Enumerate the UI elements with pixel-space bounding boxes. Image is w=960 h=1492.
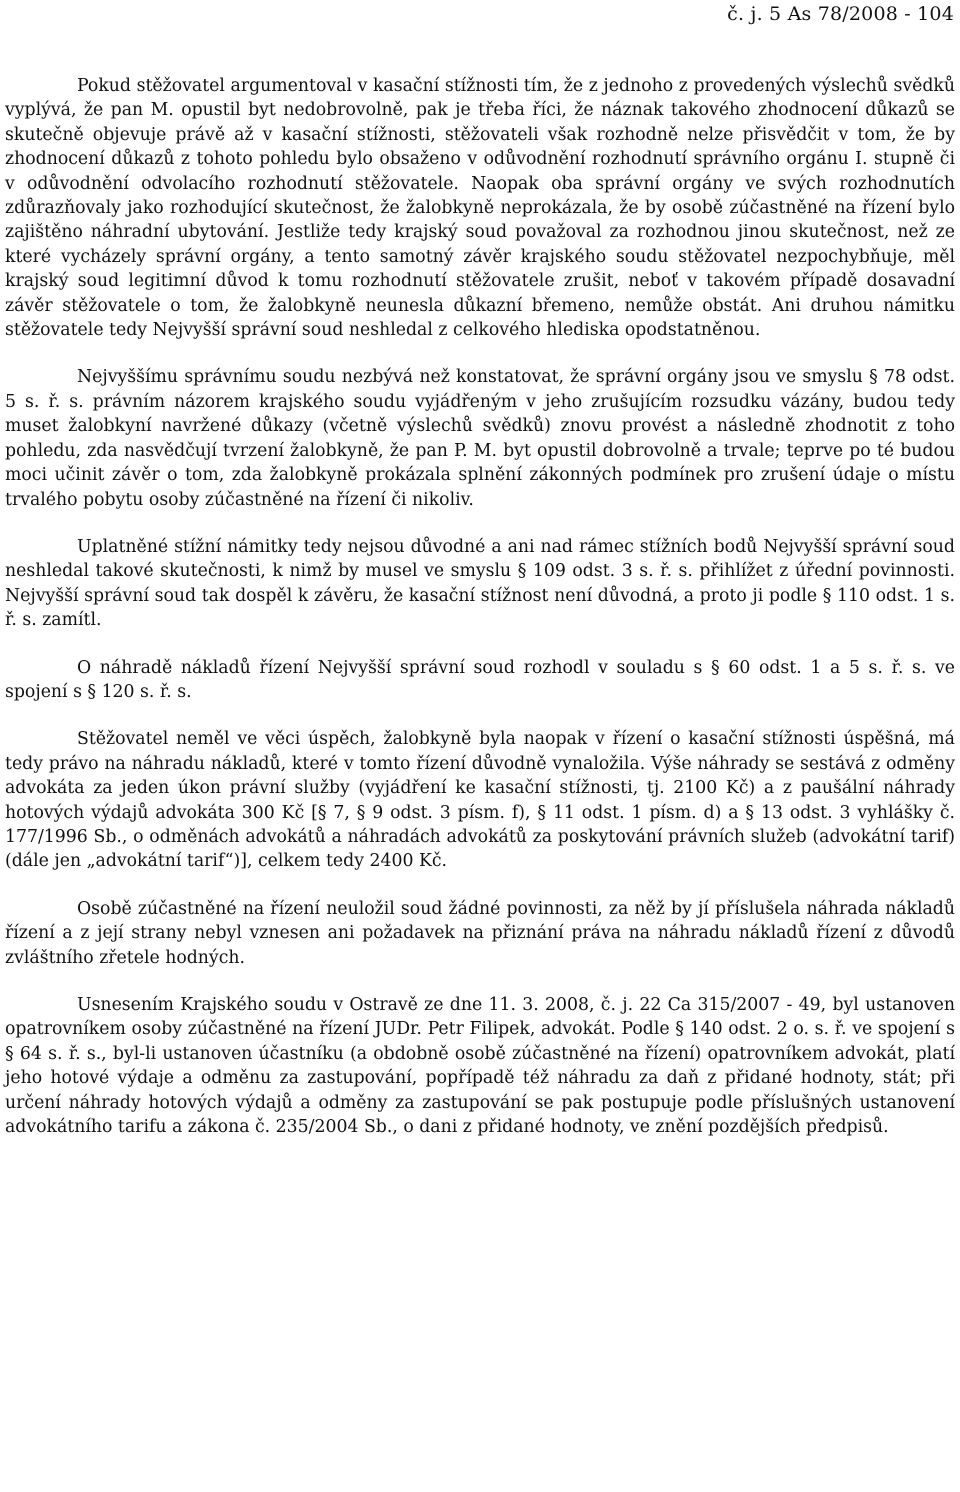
paragraph-dismissal: Uplatněné stížní námitky tedy nejsou důvodné a ani nad rámec stížních bodů Nejvyšší správní soud neshledal takové skutečnosti, k nimž by musel ve smyslu § 109 odst. 3 s. ř. s. přihlížet z úřední povinnosti. Nejvyšší správní soud tak dospěl k závěru, že kasační stížnost není důvodná, a proto ji podle § 110 odst. 1 s. ř. s. zamítl. [5,536,955,631]
paragraph-second-objection: Pokud stěžovatel argumentoval v kasační stížnosti tím, že z jednoho z provedených výslechů svědků vyplývá, že pan M. opustil byt nedobrovolně, pak je třeba říci, že náznak takového zhodnocení důkazů se skutečně objevuje právě až v kasační stížnosti, stěžovateli však rozhodně nelze přisvědčit v tom, že by zhodnocení důkazů z tohoto pohledu bylo obsaženo v odůvodnění rozhodnutí správního orgánu I. stupně či v odůvodnění odvolacího rozhodnutí stěžovatele. Naopak oba správní orgány ve svých rozhodnutích zdůrazňovaly jako rozhodující skutečnost, že žalobkyně neprokázala, že by osobě zúčastněné na řízení bylo zajištěno náhradní ubytování. Jestliže tedy krajský soud považoval za rozhodnou jinou skutečnost, než ze které vycházely správní orgány, a tento samotný závěr krajského soudu stěžovatel nezpochybňuje, měl krajský soud legitimní důvod k tomu rozhodnutí stěžovatele zrušit, neboť v takovém případě dosavadní závěr stěžovatele o tom, že žalobkyně neunesla důkazní břemeno, nemůže obstát. Ani druhou námitku stěžovatele tedy Nejvyšší správní soud neshledal z celkového hlediska opodstatněnou. [5,76,955,341]
document-body [5,74,955,1162]
paragraph-intervener-costs: Osobě zúčastněné na řízení neuložil soud žádné povinnosti, za něž by jí příslušela náhrada nákladů řízení a z její strany nebyl vznesen ani požadavek na přiznání práva na náhradu nákladů řízení z důvodů zvláštního zřetele hodných. [5,898,955,968]
paragraph-binding-opinion: Nejvyššímu správnímu soudu nezbývá než konstatovat, že správní orgány jsou ve smyslu § 78 odst. 5 s. ř. s. právním názorem krajského soudu vyjádřeným v jeho zrušujícím rozsudku vázány, budou tedy muset žalobkyní navržené důkazy (včetně výslechů svědků) znovu provést a následně zhodnotit z toho pohledu, zda nasvědčují tvrzení žalobkyně, že pan P. M. byt opustil dobrovolně a trvale; teprve po té budou moci učinit závěr o tom, zda žalobkyně prokázala splnění zákonných podmínek pro zrušení údaje o místu trvalého pobytu osoby zúčastněné na řízení či nikoliv. [5,367,955,510]
case-number-header: č. j. 5 As 78/2008 - 104 [727,3,954,25]
paragraph-guardian: Usnesením Krajského soudu v Ostravě ze dne 11. 3. 2008, č. j. 22 Ca 315/2007 - 49, byl ustanoven opatrovníkem osoby zúčastněné na řízení JUDr. Petr Filipek, advokát. Podle § 140 odst. 2 o. s. ř. ve spojení s § 64 s. ř. s., byl-li ustanoven účastníku (a obdobně osobě zúčastněné na řízení) opatrovníkem advokát, platí jeho hotové výdaje a odměnu za zastupování, popřípadě též náhradu za daň z přidané hodnoty, stát; při určení náhrady hotových výdajů a odměny za zastupování se pak postupuje podle příslušných ustanovení advokátního tarifu a zákona č. 235/2004 Sb., o dani z přidané hodnoty, ve znění pozdějších předpisů. [5,995,955,1138]
paragraph-costs-decision: O náhradě nákladů řízení Nejvyšší správní soud rozhodl v souladu s § 60 odst. 1 a 5 s. ř. s. ve spojení s § 120 s. ř. s. [5,657,955,702]
paragraph-costs-amount: Stěžovatel neměl ve věci úspěch, žalobkyně byla naopak v řízení o kasační stížnosti úspěšná, má tedy právo na náhradu nákladů, které v tomto řízení důvodně vynaložila. Výše náhrady se sestává z odměny advokáta za jeden úkon právní služby (vyjádření ke kasační stížnosti, tj. 2100 Kč) a z paušální náhrady hotových výdajů advokáta 300 Kč [§ 7, § 9 odst. 3 písm. f), § 11 odst. 1 písm. d) a § 13 odst. 3 vyhlášky č. 177/1996 Sb., o odměnách advokátů a náhradách advokátů za poskytování právních služeb (advokátní tarif) (dále jen „advokátní tarif“)], celkem tedy 2400 Kč. [5,729,955,872]
